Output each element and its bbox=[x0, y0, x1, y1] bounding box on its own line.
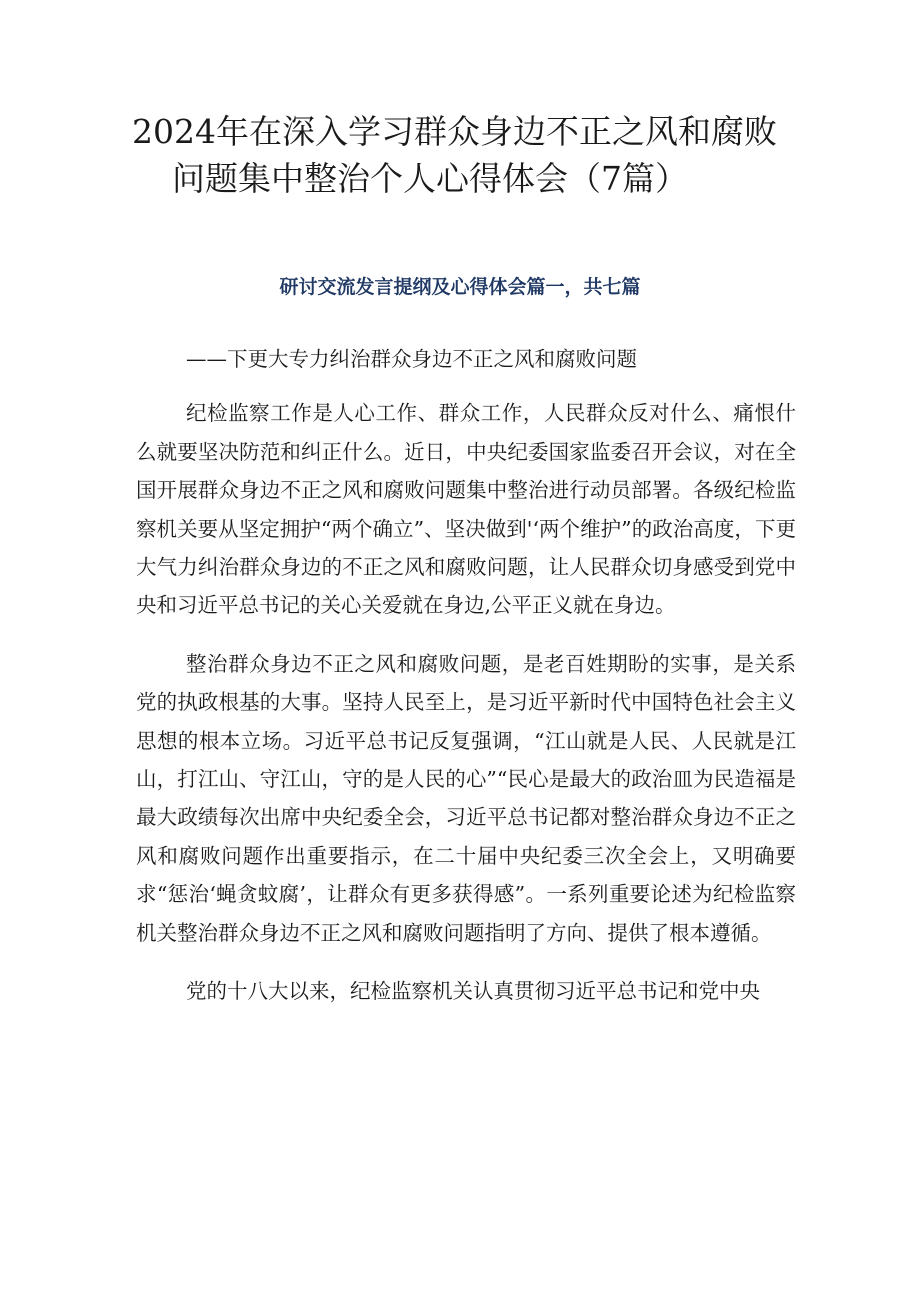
document-title-line-2: 问题集中整治个人心得体会（7篇） bbox=[172, 159, 688, 198]
body-paragraph-3: 党的十八大以来，纪检监察机关认真贯彻习近平总书记和党中央 bbox=[186, 979, 760, 1004]
section-tagline: ——下更大专力纠治群众身边不正之风和腐败问题 bbox=[186, 347, 637, 371]
body-paragraph-1: 纪检监察工作是人心工作、群众工作，人民群众反对什么、痛恨什么就要坚决防范和纠正什么。近日，中央纪委国家监委召开会议，对在全国开展群众身边不正之风和腐败问题集中整治进行动员部署。各级纪检监察机关要从坚定拥护“两个确立”、坚决做到'‘两个维护”的政治高度，下更大气力纠治群众身边的不正之风和腐败问题，让人民群众切身感受到党中央和习近平总书记的关心关爱就在身边,公平正义就在身边。 bbox=[136, 401, 796, 618]
document-title-line-1: 2024年在深入学习群众身边不正之风和腐败 bbox=[132, 112, 777, 151]
document-body bbox=[136, 340, 796, 1011]
section-subtitle: 研讨交流发言提纲及心得体会篇一，共七篇 bbox=[279, 276, 641, 298]
body-paragraph-2: 整治群众身边不正之风和腐败问题，是老百姓期盼的实事，是关系党的执政根基的大事。坚持人民至上，是习近平新时代中国特色社会主义思想的根本立场。习近平总书记反复强调，“江山就是人民、人民就是江山，打江山、守江山，守的是人民的心”“民心是最大的政治皿为民造福是最大政绩每次出席中央纪委全会，习近平总书记都对整治群众身边不正之风和腐败问题作出重要指示，在二十届中央纪委三次全会上，又明确要求“惩治‘蝇贪蚊腐’，让群众有更多获得感”。一系列重要论述为纪检监察机关整治群众身边不正之风和腐败问题指明了方向、提供了根本遵循。 bbox=[136, 651, 796, 945]
document-title bbox=[132, 108, 812, 202]
